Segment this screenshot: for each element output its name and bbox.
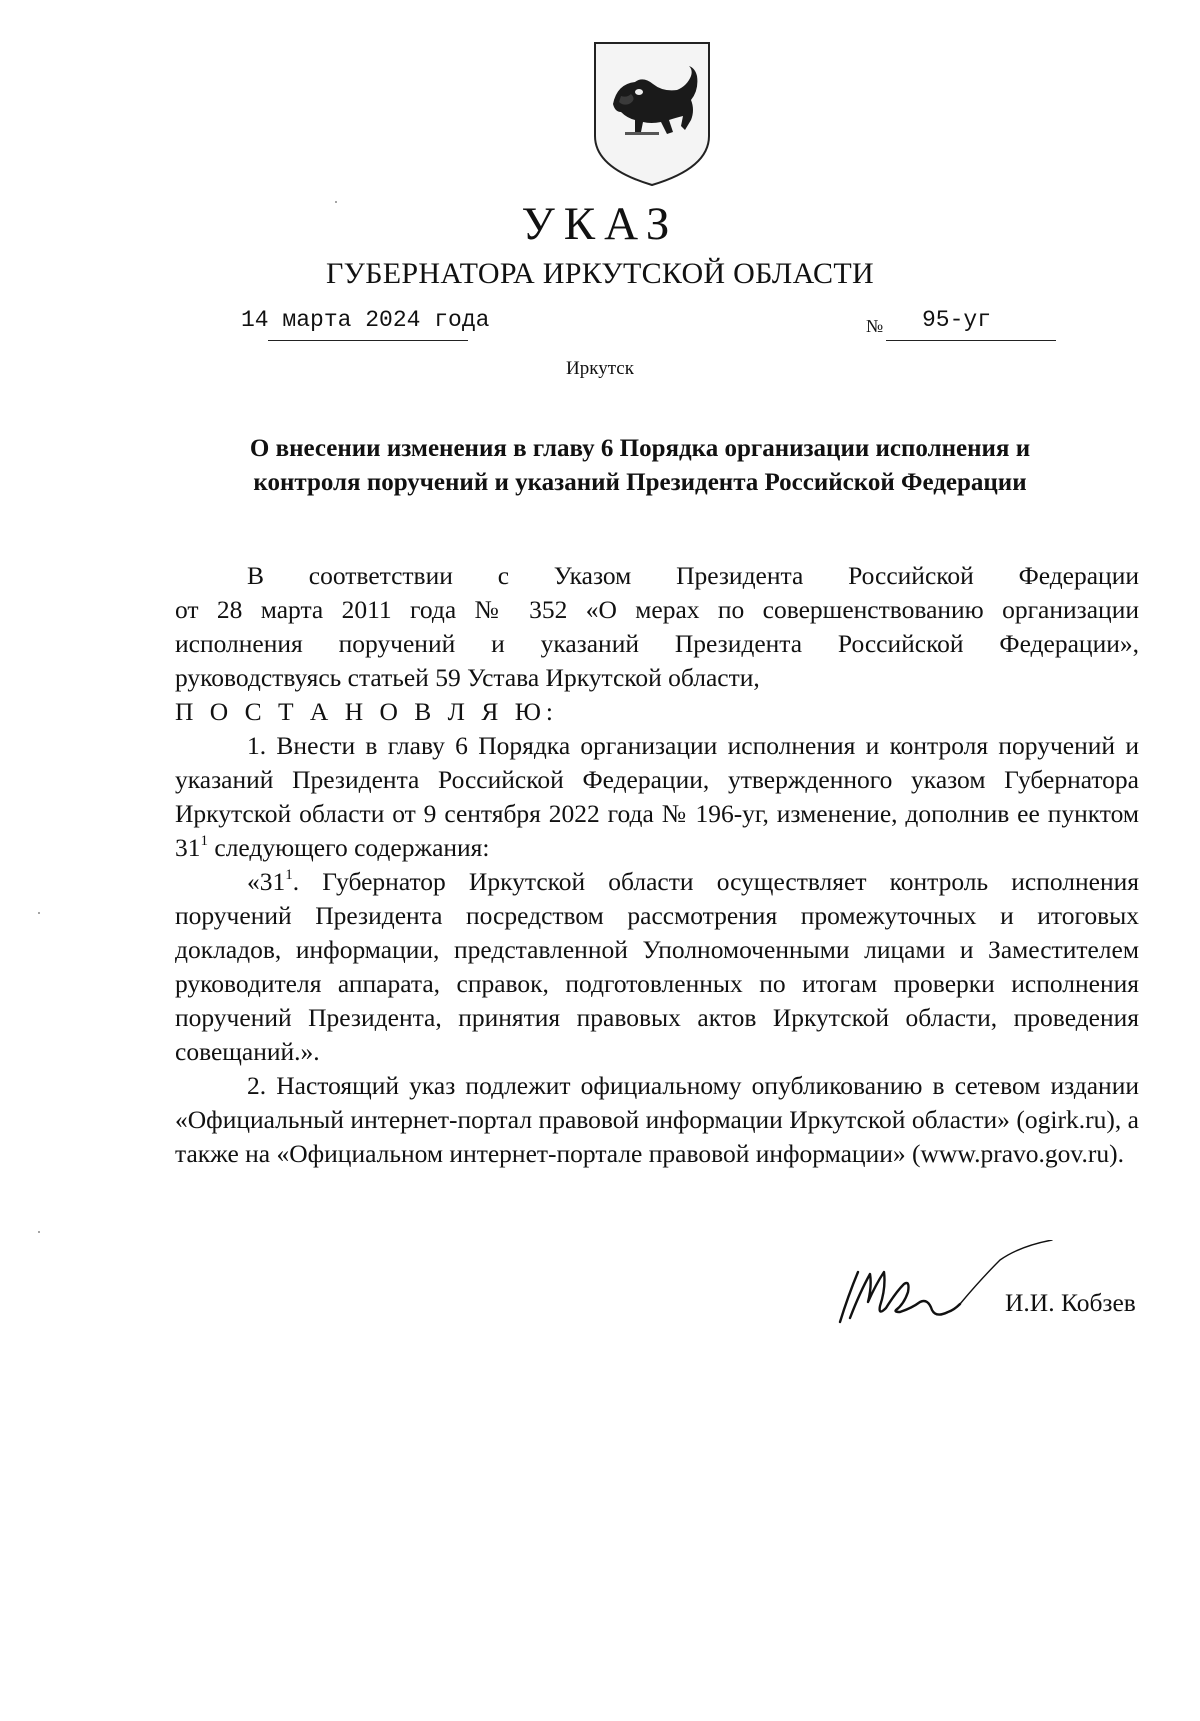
scan-speck [38, 912, 40, 914]
preamble-line: руководствуясь статьей 59 Устава Иркутской области, [175, 663, 760, 692]
decree-body [175, 559, 1139, 1171]
signer-name: И.И. Кобзев [1005, 1288, 1136, 1317]
heading-line: О внесении изменения в главу 6 Порядка организации исполнения и [249, 435, 1031, 462]
coat-of-arms-emblem [591, 40, 713, 188]
decree-date: 14 марта 2024 года [241, 307, 490, 333]
item-1-text: 1. Внести в главу 6 Порядка организации исполнения и контроля поручений и указаний Президента Российской Федерации, утвержденного указом Губернатора Иркутской области от 9 сентября 2022 года № 196-уг, изменение, дополнив ее пунктом 31 [175, 731, 1139, 862]
document-subtitle: ГУБЕРНАТОРА ИРКУТСКОЙ ОБЛАСТИ [326, 257, 874, 290]
decree-number: 95-уг [922, 307, 992, 333]
number-underline [886, 340, 1056, 341]
scan-speck [335, 201, 337, 203]
decree-word: П О С Т А Н О В Л Я Ю: [175, 697, 559, 726]
city-name: Иркутск [566, 358, 634, 379]
item-2: 2. Настоящий указ подлежит официальному опубликованию в сетевом издании «Официальный интернет-портал правовой информации Иркутской области» (ogirk.ru), а также на «Официальном интернет-портале правовой информации» (www.pravo.gov.ru). [175, 1071, 1139, 1168]
item-1 [175, 729, 1139, 865]
preamble-line: исполнения поручений и указаний Президента Российской Федерации», [175, 629, 1139, 658]
quoted-item-superscript: 1 [285, 866, 293, 883]
preamble-line: от 28 марта 2011 года № 352 «О мерах по совершенствованию организации [175, 595, 1139, 624]
item-1-text-end: следующего содержания: [208, 833, 490, 862]
quoted-item-text: . Губернатор Иркутской области осуществляет контроль исполнения поручений Президента посредством рассмотрения промежуточных и итоговых докладов, информации, представленной Уполномоченными лицами и Заместителем руководителя аппарата, справок, подготовленных по итогам проверки исполнения поручений Президента, принятия правовых актов Иркутской области, проведения совещаний.». [175, 867, 1139, 1066]
item-1-superscript: 1 [200, 832, 208, 849]
number-sign: № [866, 316, 884, 336]
date-underline [268, 340, 468, 341]
decree-heading [170, 432, 1110, 500]
quoted-item-open: «31 [247, 867, 286, 896]
quoted-item [175, 865, 1139, 1069]
scan-speck [38, 1231, 40, 1233]
heading-line: контроля поручений и указаний Президента Российской Федерации [253, 469, 1027, 496]
document-title: УКАЗ [521, 198, 679, 250]
preamble-line: В соответствии с Указом Президента Российской Федерации [247, 561, 1139, 590]
